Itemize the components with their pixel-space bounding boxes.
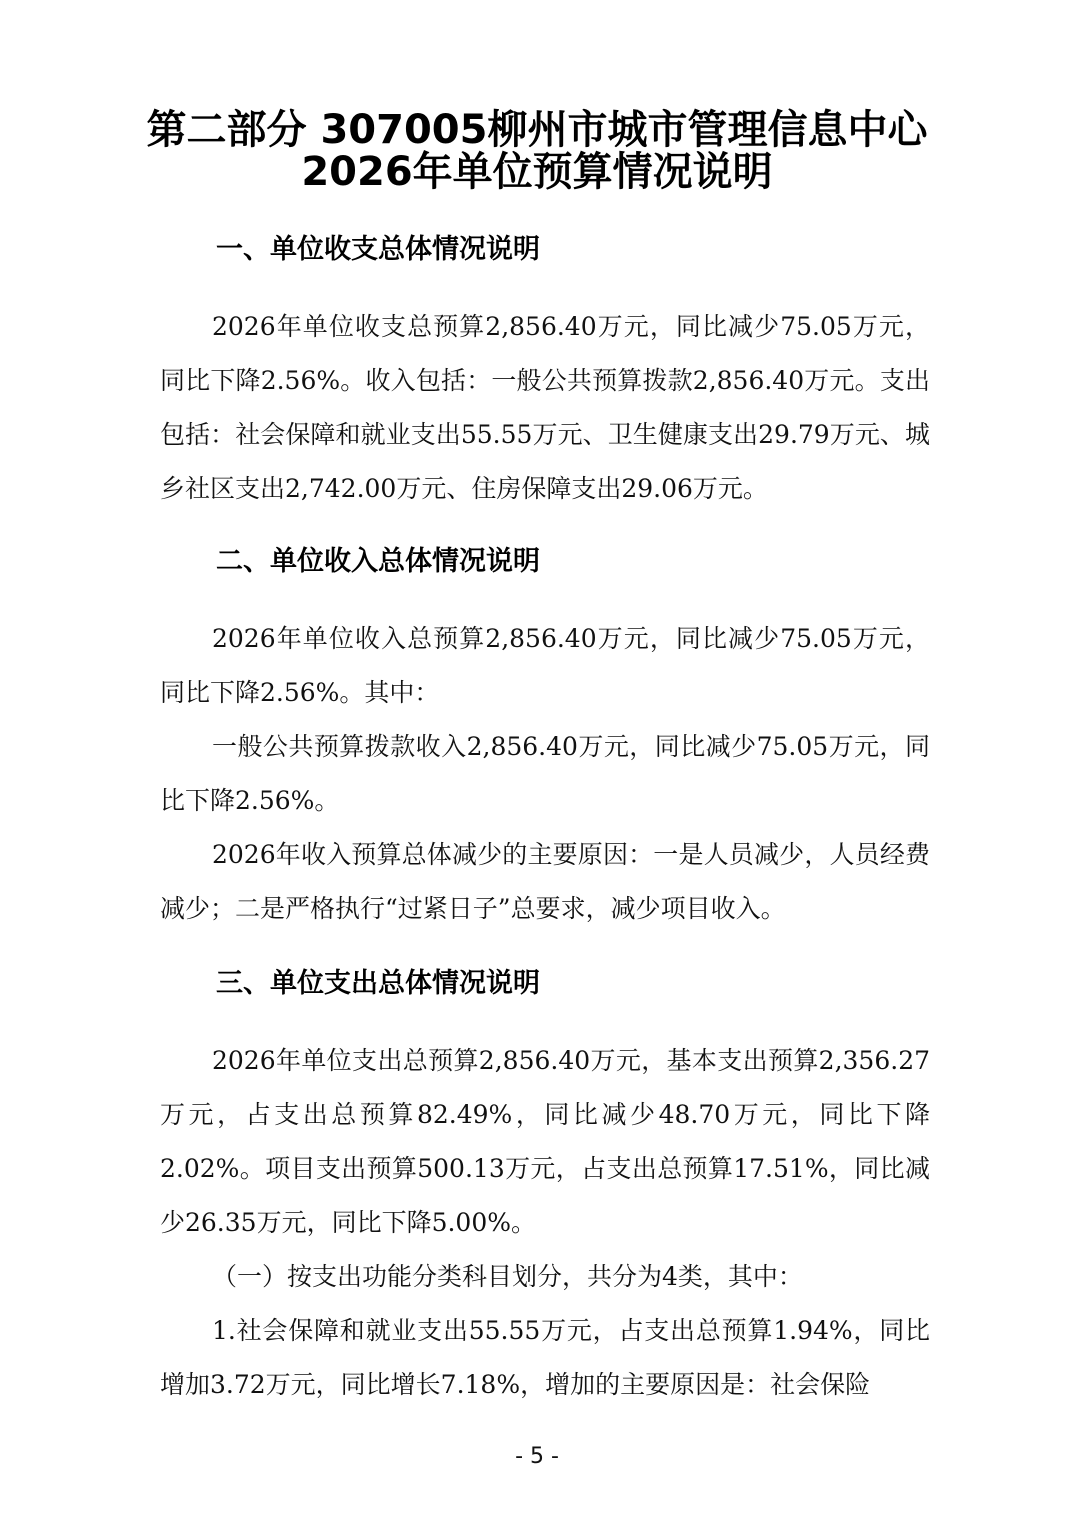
section2-paragraph3: 2026年收入预算总体减少的主要原因：一是人员减少，人员经费减少；二是严格执行“过紧日子”总要求，减少项目收入。	[160, 840, 930, 923]
section2-paragraph1: 2026年单位收入总预算2,856.40万元，同比减少75.05万元，同比下降2.56%。其中：	[160, 624, 930, 707]
section1-paragraph: 2026年单位收支总预算2,856.40万元，同比减少75.05万元，同比下降2.56%。收入包括：一般公共预算拨款2,856.40万元。支出包括：社会保障和就业支出55.55万元、卫生健康支出29.79万元、城乡社区支出2,742.00万元、住房保障支出29.06万元。	[160, 312, 930, 503]
section3-subheading: （一）按支出功能分类科目划分，共分为4类，其中：	[212, 1262, 803, 1291]
document-title-line2: 2026年单位预算情况说明	[301, 149, 773, 195]
section3-heading: 三、单位支出总体情况说明	[216, 968, 540, 999]
section2-heading: 二、单位收入总体情况说明	[216, 546, 540, 577]
section3-paragraph2: 1.社会保障和就业支出55.55万元，占支出总预算1.94%，同比增加3.72万元，同比增长7.18%，增加的主要原因是：社会保险	[160, 1316, 930, 1399]
document-title-line1: 第二部分 307005柳州市城市管理信息中心	[146, 107, 928, 153]
section3-paragraph1: 2026年单位支出总预算2,856.40万元，基本支出预算2,356.27万元，占支出总预算82.49%，同比减少48.70万元，同比下降2.02%。项目支出预算500.13万元，占支出总预算17.51%，同比减少26.35万元，同比下降5.00%。	[160, 1046, 930, 1237]
page-number: - 5 -	[515, 1444, 559, 1469]
section2-paragraph2: 一般公共预算拨款收入2,856.40万元，同比减少75.05万元，同比下降2.56%。	[160, 732, 930, 815]
section1-heading: 一、单位收支总体情况说明	[216, 234, 540, 265]
